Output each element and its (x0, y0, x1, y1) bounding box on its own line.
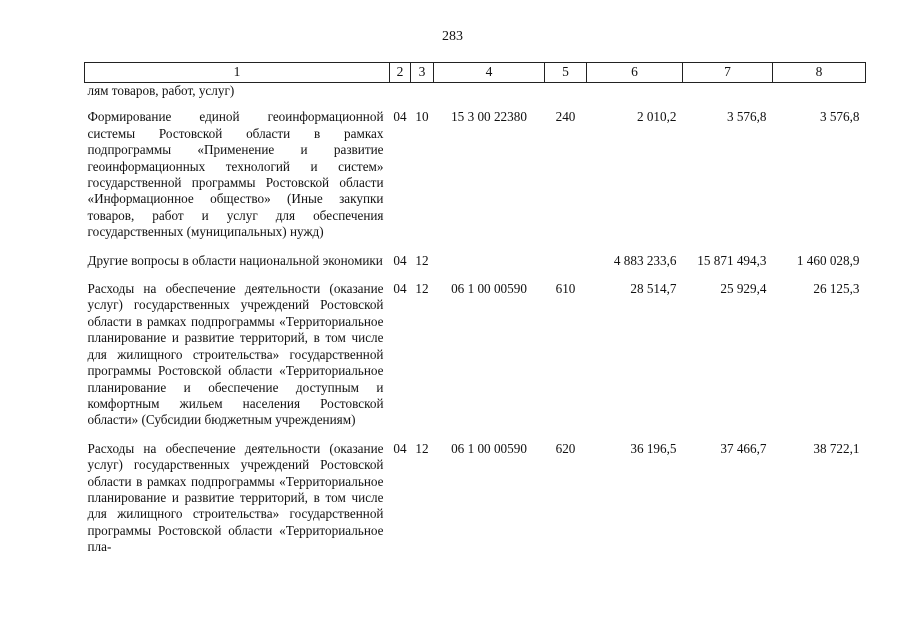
amount-col8: 3 576,8 (819, 109, 860, 125)
column-header: 1 (85, 63, 390, 83)
amount-col6: 28 514,7 (630, 281, 677, 297)
row-description: Расходы на обеспечение деятельности (оказание услуг) государственных учреждений Ростовской области в рамках подпрограммы «Территориальное планирование и развитие территорий, в том числе для жилищного строительства» государственной программы Ростовской области «Территориальное пла- (87, 440, 384, 555)
table-header (85, 63, 866, 83)
row-description: Формирование единой геоинформационной системы Ростовской области в рамках подпрограммы «Применение и развитие геоинформационных технологий и систем» государственной программы Ростовской области «Информационное общество» (Иные закупки товаров, работ и услуг для обеспечения государственных (муниципальных) нужд) (87, 109, 384, 240)
subsection-code: 12 (415, 252, 429, 268)
expense-type-code: 610 (555, 281, 576, 297)
budget-table (84, 62, 866, 565)
target-article-code: 06 1 00 00590 (451, 281, 527, 297)
column-header: 6 (587, 63, 683, 83)
column-header: 3 (411, 63, 434, 83)
section-code: 04 (393, 109, 407, 125)
column-header: 7 (683, 63, 773, 83)
amount-col8: 26 125,3 (813, 281, 860, 297)
expense-type-code (545, 250, 587, 278)
amount-col8: 38 722,1 (813, 440, 860, 456)
section-code: 04 (393, 252, 407, 268)
amount-col7: 25 929,4 (720, 281, 767, 297)
table-row (85, 106, 866, 249)
target-article-code (434, 250, 545, 278)
table-row (85, 83, 866, 107)
table-row (85, 250, 866, 278)
amount-col6: 4 883 233,6 (613, 252, 677, 268)
target-article-code: 06 1 00 00590 (451, 440, 527, 456)
continuation-text: лям товаров, работ, услуг) (87, 83, 235, 98)
amount-col7: 37 466,7 (720, 440, 767, 456)
subsection-code: 12 (415, 281, 429, 297)
column-header: 2 (390, 63, 411, 83)
column-header: 8 (773, 63, 866, 83)
expense-type-code: 620 (555, 440, 576, 456)
column-header: 5 (545, 63, 587, 83)
subsection-code: 12 (415, 440, 429, 456)
amount-col7: 15 871 494,3 (697, 252, 767, 268)
table-row (85, 438, 866, 565)
table-row (85, 278, 866, 438)
amount-col7: 3 576,8 (726, 109, 767, 125)
row-description: Расходы на обеспечение деятельности (оказание услуг) государственных учреждений Ростовской области в рамках подпрограммы «Территориальное планирование и развитие территорий, в том числе для жилищного строительства» государственной программы Ростовской области «Территориальное планирование и обеспечение доступным и комфортным жильем населения Ростовской области» (Субсидии бюджетным учреждениям) (87, 281, 384, 428)
subsection-code: 10 (415, 109, 429, 125)
section-code: 04 (393, 440, 407, 456)
amount-col6: 36 196,5 (630, 440, 677, 456)
expense-type-code: 240 (555, 109, 576, 125)
target-article-code: 15 3 00 22380 (451, 109, 527, 125)
column-header: 4 (434, 63, 545, 83)
header-row (85, 63, 866, 83)
page-number: 283 (442, 29, 463, 44)
section-code: 04 (393, 281, 407, 297)
amount-col6: 2 010,2 (636, 109, 677, 125)
amount-col8: 1 460 028,9 (796, 252, 860, 268)
row-description: Другие вопросы в области национальной экономики (87, 252, 383, 268)
